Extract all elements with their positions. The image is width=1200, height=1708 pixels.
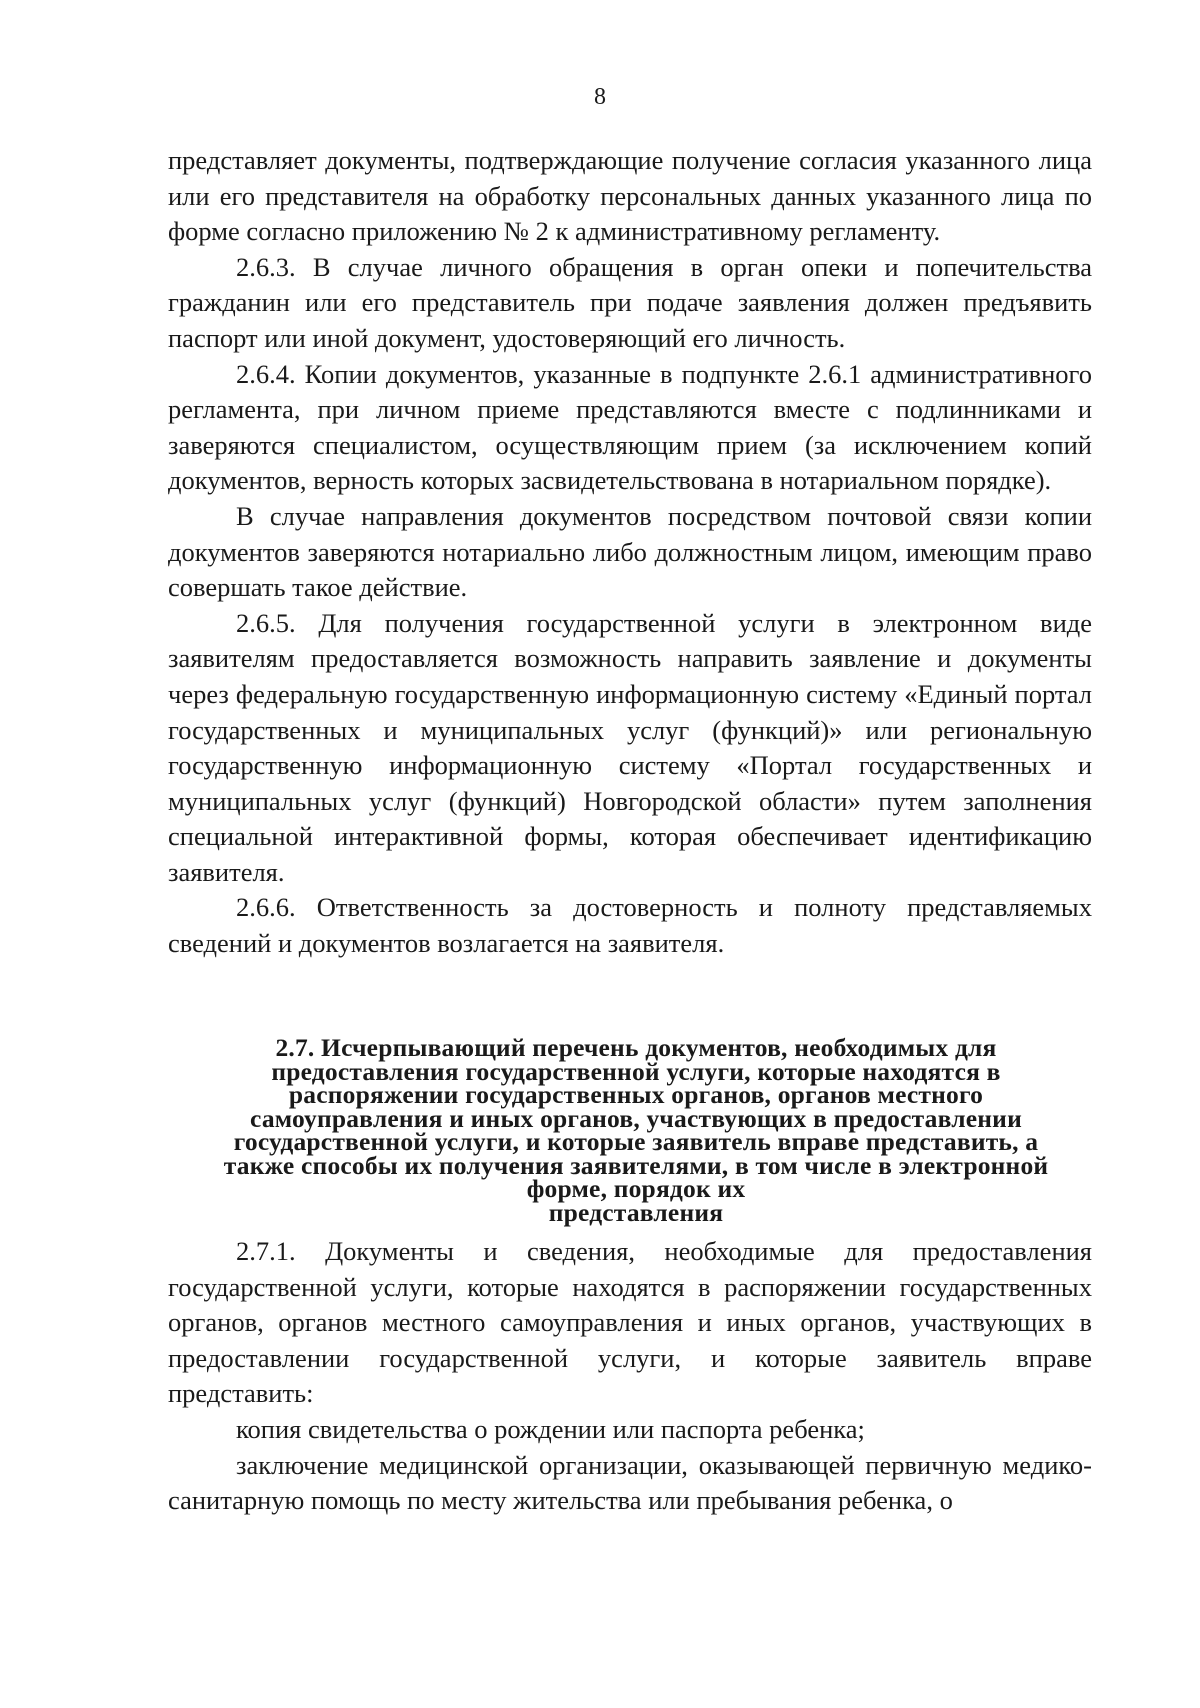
section-heading-2-7 xyxy=(180,1033,1092,1227)
heading-line: предоставления государственной услуги, которые находятся в xyxy=(271,1056,1001,1086)
body-text-bottom xyxy=(168,1234,1092,1519)
heading-line: распоряжении государственных органов, органов местного xyxy=(288,1080,984,1109)
page-number: 8 xyxy=(594,84,606,110)
heading-line: 2.7. Исчерпывающий перечень документов, необходимых для xyxy=(275,1033,997,1062)
paragraph: представляет документы, подтверждающие получение согласия указанного лица или его представителя на обработку персональных данных указанного лица по форме согласно приложению № 2 к административному регламенту. xyxy=(168,145,1092,247)
paragraph-2-6-3: 2.6.3. В случае личного обращения в орган опеки и попечительства гражданин или его представитель при подаче заявления должен предъявить паспорт или иной документ, удостоверяющий его личность. xyxy=(168,251,1092,353)
heading-line: также способы их получения заявителями, в том числе в электронной xyxy=(223,1150,1049,1180)
paragraph-2-6-4: 2.6.4. Копии документов, указанные в подпункте 2.6.1 административного регламента, при личном приеме представляются вместе с подлинниками и заверяются специалистом, осуществляющим прием (за исключением копий документов, верность которых засвидетельствована в нотариальном порядке). xyxy=(168,358,1092,496)
heading-line: самоуправления и иных органов, участвующих в предоставлении xyxy=(250,1103,1022,1133)
list-item: заключение медицинской организации, оказывающей первичную медико-санитарную помощь по месту жительства или пребывания ребенка, о xyxy=(168,1449,1092,1516)
paragraph: В случае направления документов посредством почтовой связи копии документов заверяются нотариально либо должностным лицом, имеющим право совершать такое действие. xyxy=(168,500,1092,603)
paragraph-2-6-5: 2.6.5. Для получения государственной услуги в электронном виде заявителям предоставляется возможность направить заявление и документы через федеральную государственную информационную систему «Единый портал государственных и муниципальных услуг (функций)» или региональную государственную информационную систему «Портал государственных и муниципальных услуг (функций) Новгородской области» путем заполнения специальной интерактивной формы, которая обеспечивает идентификацию заявителя. xyxy=(168,607,1092,887)
body-text-top xyxy=(168,143,1092,962)
heading-line: форме, порядок их xyxy=(526,1174,746,1203)
heading-line: представления xyxy=(548,1197,724,1227)
paragraph-2-7-1: 2.7.1. Документы и сведения, необходимые для предоставления государственной услуги, которые находятся в распоряжении государственных органов, органов местного самоуправления и иных органов, участвующих в предоставлении государственной услуги, и которые заявитель вправе представить: xyxy=(168,1236,1092,1409)
heading-line: государственной услуги, и которые заявитель вправе представить, а xyxy=(233,1127,1039,1156)
list-item: копия свидетельства о рождении или паспорта ребенка; xyxy=(236,1413,865,1444)
paragraph-2-6-6: 2.6.6. Ответственность за достоверность и полноту представляемых сведений и документов возлагается на заявителя. xyxy=(168,892,1092,959)
